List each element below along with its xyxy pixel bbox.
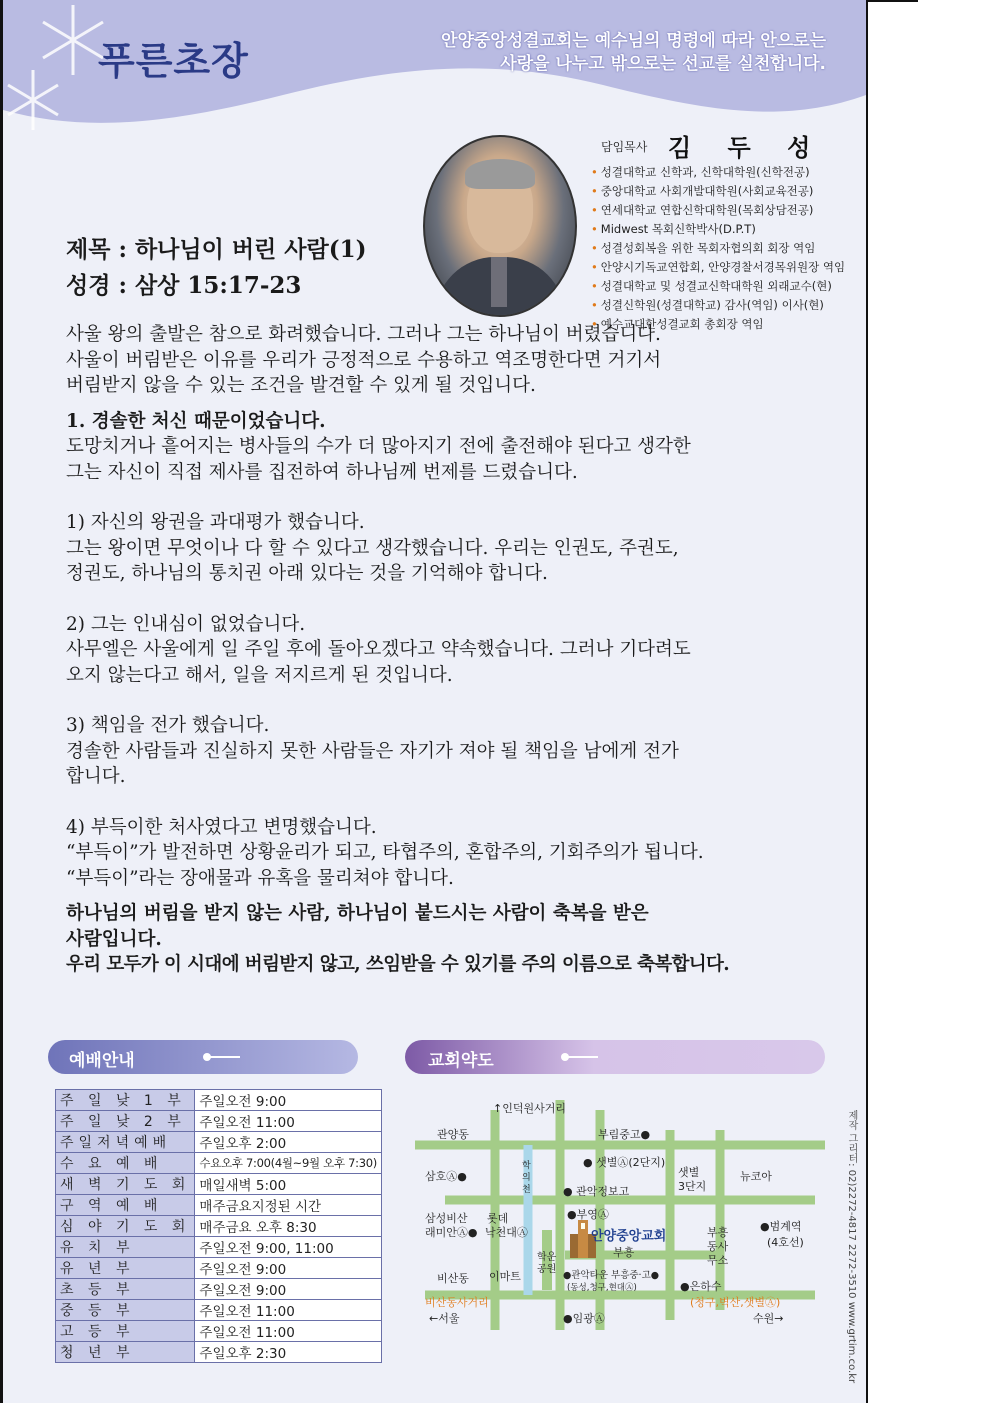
credential-item: • 안양시기독교연합회, 안양경찰서경목위원장 역임	[591, 258, 845, 277]
church-location-map	[415, 1100, 825, 1330]
service-time: 수요오후 7:00(4월~9월 오후 7:30)	[195, 1153, 382, 1174]
map-label: 샛별	[678, 1166, 700, 1179]
point-1-heading: 1. 경솔한 처신 때문이었습니다.	[66, 410, 326, 432]
map-label: ●임광Ⓐ	[563, 1312, 605, 1325]
map-label: 부흥	[707, 1226, 729, 1239]
service-time: 매일새벽 5:00	[195, 1174, 382, 1195]
motto-line-2: 사랑을 나누고 밖으로는 선교를 실천합니다.	[500, 54, 826, 74]
sub-2-line: 사무엘은 사울에게 일 주일 후에 돌아오겠다고 약속했습니다. 그러나 기다려도	[66, 639, 691, 660]
credential-item: • 성결대학교 신학과, 신학대학원(신학전공)	[591, 163, 845, 182]
service-name: 주일저녁예배	[56, 1132, 195, 1153]
map-label: ●관악타운 부흥중·고●	[563, 1270, 660, 1281]
sermon-heading	[66, 232, 366, 304]
pastor-role: 담임목사	[601, 140, 648, 154]
credential-item: • 성결대학교 및 성결교신학대학원 외래교수(현)	[591, 277, 845, 296]
schedule-row	[56, 1111, 382, 1132]
map-label: 학운	[537, 1252, 557, 1263]
intro-line: 버림받지 않을 수 있는 조건을 발견할 수 있게 될 것입니다.	[66, 375, 536, 396]
sermon-title: 제목 : 하나님이 버린 사람(1)	[66, 236, 367, 263]
map-label: 이마트	[489, 1270, 521, 1283]
map-label: ●은하수	[680, 1280, 722, 1293]
sub-4-heading: 4) 부득이한 처사였다고 변명했습니다.	[66, 816, 377, 838]
map-label: 학	[522, 1161, 531, 1171]
map-label: 부림중고●	[598, 1128, 651, 1141]
conclusion-line: 우리 모두가 이 시대에 버림받지 않고, 쓰임받을 수 있기를 주의 이름으로 축복합니다.	[66, 954, 730, 975]
service-name: 주 일 낮 2 부	[56, 1111, 195, 1132]
map-label: (4호선)	[767, 1236, 804, 1249]
service-name: 초 등 부	[56, 1279, 195, 1300]
worship-section-title: 예배안내	[69, 1051, 135, 1071]
pastor-name: 김 두 성	[668, 133, 825, 162]
sub-3-heading: 3) 책임을 전가 했습니다.	[66, 715, 270, 736]
sermon-body	[66, 322, 792, 978]
point-1-line: 그는 자신이 직접 제사를 집전하여 하나님께 번제를 드렸습니다.	[66, 461, 578, 483]
frame-right-line	[866, 0, 868, 1403]
service-name: 심 야 기 도 회	[56, 1216, 195, 1237]
conclusion-line: 하나님의 버림을 받지 않는 사람, 하나님이 붙드시는 사람이 축복을 받은	[66, 903, 649, 924]
sub-1-heading: 1) 자신의 왕권을 과대평가 했습니다.	[66, 512, 365, 533]
map-label: 관양동	[437, 1128, 469, 1141]
schedule-row	[56, 1090, 382, 1111]
service-time: 주일오전 9:00, 11:00	[195, 1237, 382, 1258]
service-name: 청 년 부	[56, 1342, 195, 1363]
map-label: 수원→	[753, 1312, 784, 1325]
motto-line-1: 안양중앙성결교회는 예수님의 명령에 따라 안으로는	[441, 31, 826, 51]
credential-item: • 예수교대한성결교회 총회장 역임	[591, 315, 845, 334]
map-label: 낙천대Ⓐ	[485, 1226, 528, 1239]
sub-1-line: 그는 왕이면 무엇이나 다 할 수 있다고 생각했습니다. 우리는 인권도, 주권도,	[66, 537, 679, 559]
map-label: 부흥	[613, 1246, 635, 1259]
schedule-row	[56, 1258, 382, 1279]
sub-4-line: “부득이”가 발전하면 상황윤리가 되고, 타협주의, 혼합주의, 기회주의가 됩니다.	[66, 842, 704, 863]
conclusion-line: 사람입니다.	[66, 928, 162, 950]
credential-item: • Midwest 목회신학박사(D.P.T)	[591, 220, 845, 239]
schedule-row	[56, 1153, 382, 1174]
sub-3-line: 합니다.	[66, 766, 126, 787]
pastor-photo	[423, 135, 577, 317]
schedule-row	[56, 1195, 382, 1216]
map-label: 뉴코아	[740, 1170, 772, 1183]
intro-line: 사울 왕의 출발은 참으로 화려했습니다. 그러나 그는 하나님이 버렸습니다.	[66, 324, 661, 345]
schedule-row	[56, 1300, 382, 1321]
map-label: 비산동사거리	[425, 1296, 489, 1309]
map-label: (청구,벽산,샛별Ⓐ)	[690, 1296, 781, 1309]
credential-item: • 연세대학교 연합신학대학원(목회상담전공)	[591, 201, 845, 220]
header-rule	[566, 1056, 598, 1058]
schedule-row	[56, 1216, 382, 1237]
intro-line: 사울이 버림받은 이유를 우리가 긍정적으로 수용하고 역조명한다면 거기서	[66, 349, 662, 371]
service-time: 주일오전 11:00	[195, 1111, 382, 1132]
map-label: 삼호Ⓐ●	[425, 1170, 467, 1183]
map-label: ●범계역	[760, 1220, 802, 1233]
map-label: 삼성비산	[425, 1212, 468, 1225]
service-name: 주 일 낮 1 부	[56, 1090, 195, 1111]
credential-item: • 성결신학원(성결대학교) 감사(역임) 이사(현)	[591, 296, 845, 315]
service-time: 주일오전 9:00	[195, 1258, 382, 1279]
map-label: 비산동	[437, 1272, 469, 1285]
church-motto	[441, 30, 826, 76]
map-label: 동사	[707, 1240, 729, 1253]
map-label: 공원	[537, 1264, 557, 1275]
service-name: 구 역 예 배	[56, 1195, 195, 1216]
sub-2-heading: 2) 그는 인내심이 없었습니다.	[66, 613, 306, 635]
credential-item: • 성결성회복을 위한 목회자협의회 회장 역임	[591, 239, 845, 258]
point-1-line: 도망치거나 흩어지는 병사들의 수가 더 많아지기 전에 출전해야 된다고 생각한	[66, 436, 691, 457]
map-label: 무소	[707, 1254, 729, 1267]
map-label: 천	[522, 1185, 531, 1195]
map-label: 의	[522, 1173, 531, 1183]
map-label: (동성,청구,현대Ⓐ)	[567, 1283, 637, 1293]
schedule-row	[56, 1321, 382, 1342]
sub-1-line: 정권도, 하나님의 통치권 아래 있다는 것을 기억해야 합니다.	[66, 563, 548, 584]
schedule-row	[56, 1132, 382, 1153]
frame-top-line	[868, 0, 918, 2]
service-time: 주일오전 9:00	[195, 1090, 382, 1111]
service-time: 주일오후 2:00	[195, 1132, 382, 1153]
map-label: ● 관악정보고	[563, 1185, 630, 1198]
map-label: 롯데	[487, 1212, 509, 1225]
service-name: 중 등 부	[56, 1300, 195, 1321]
map-label: 안양중앙교회	[591, 1229, 667, 1244]
map-label: 3단지	[678, 1180, 707, 1193]
schedule-row	[56, 1237, 382, 1258]
service-time: 매주금요지정된 시간	[195, 1195, 382, 1216]
service-name: 고 등 부	[56, 1321, 195, 1342]
publisher-credit: 제작 그리터: 02)2272-4817 2272-3510 www.grtim.co.kr	[846, 1110, 857, 1384]
service-name: 수 요 예 배	[56, 1153, 195, 1174]
service-time: 주일오전 11:00	[195, 1300, 382, 1321]
bulletin-sheet	[3, 0, 866, 1403]
service-name: 새 벽 기 도 회	[56, 1174, 195, 1195]
service-name: 유 치 부	[56, 1237, 195, 1258]
worship-schedule-table	[55, 1089, 382, 1363]
service-time: 매주금요 오후 8:30	[195, 1216, 382, 1237]
header-rule	[208, 1056, 240, 1058]
map-label: 래미안Ⓐ●	[425, 1226, 478, 1239]
schedule-row	[56, 1174, 382, 1195]
credential-item: • 중앙대학교 사회개발대학원(사회교육전공)	[591, 182, 845, 201]
newsletter-logo: 푸른초장	[98, 39, 249, 83]
map-label: ●부영Ⓐ	[567, 1208, 609, 1221]
service-time: 주일오후 2:30	[195, 1342, 382, 1363]
sub-4-line: “부득이”라는 장애물과 유혹을 물리쳐야 합니다.	[66, 867, 454, 889]
service-name: 유 년 부	[56, 1258, 195, 1279]
map-label: ↑인덕원사거리	[493, 1102, 566, 1115]
map-label: ←서울	[429, 1312, 460, 1325]
schedule-row	[56, 1279, 382, 1300]
service-time: 주일오전 11:00	[195, 1321, 382, 1342]
sub-2-line: 오지 않는다고 해서, 일을 저지르게 된 것입니다.	[66, 664, 453, 686]
map-label: ● 샛별Ⓐ(2단지)	[583, 1156, 666, 1169]
service-time: 주일오전 9:00	[195, 1279, 382, 1300]
schedule-row	[56, 1342, 382, 1363]
pastor-credentials	[591, 163, 845, 334]
sermon-scripture: 성경 : 삼상 15:17-23	[66, 272, 302, 299]
map-section-title: 교회약도	[428, 1051, 494, 1071]
sub-3-line: 경솔한 사람들과 진실하지 못한 사람들은 자기가 져야 될 책임을 남에게 전가	[66, 740, 679, 762]
